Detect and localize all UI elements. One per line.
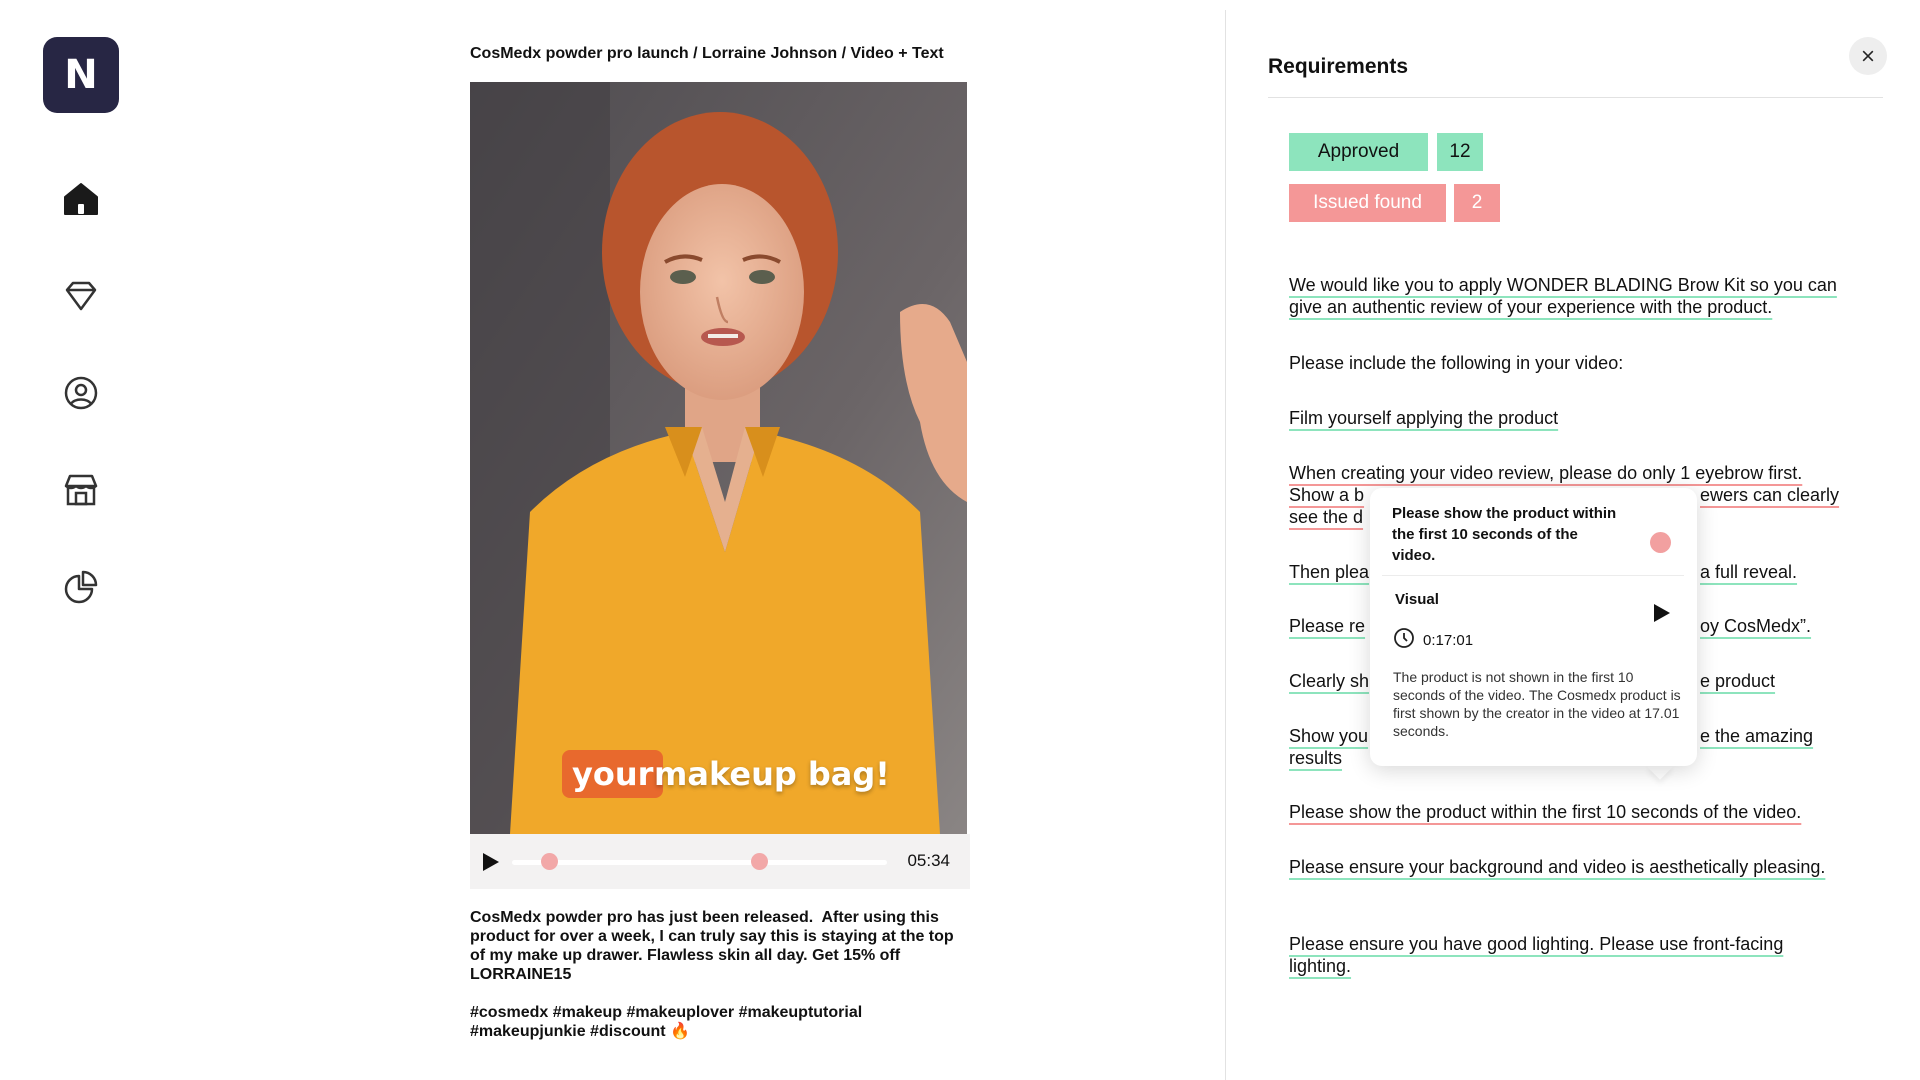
video-progress-track[interactable] xyxy=(512,860,887,865)
requirement-text: Clearly sh xyxy=(1289,671,1370,691)
requirement-text: We would like you to apply WONDER BLADING Brow Kit so you can give an authentic review of your experience with the product. xyxy=(1289,275,1837,317)
breadcrumb: CosMedx powder pro launch / Lorraine Johnson / Video + Text xyxy=(470,45,944,62)
panel-separator xyxy=(1268,97,1883,98)
requirement-text: Please ensure you have good lighting. Please use front-facing lighting. xyxy=(1289,934,1784,976)
user-circle-icon[interactable] xyxy=(59,371,103,415)
requirement-text: oy CosMedx”. xyxy=(1700,616,1812,636)
caption-highlight: your xyxy=(562,750,663,798)
issue-popover xyxy=(1370,488,1697,766)
close-button[interactable] xyxy=(1849,37,1887,75)
requirement-text: see the d xyxy=(1289,507,1364,527)
requirement-item[interactable] xyxy=(1289,856,1829,878)
popover-description: The product is not shown in the first 10 seconds of the video. The Cosmedx product is first shown by the creator in the video at 17.01 seconds. xyxy=(1393,669,1681,739)
requirement-text: Please include the following in your video: xyxy=(1289,353,1624,373)
requirement-item xyxy=(1289,352,1869,374)
post-hashtags: #cosmedx #makeup #makeuplover #makeuptutorial #makeupjunkie #discount 🔥 xyxy=(470,1004,867,1040)
requirement-text: Show you xyxy=(1289,726,1369,746)
diamond-icon[interactable] xyxy=(59,274,103,318)
requirement-item[interactable] xyxy=(1289,933,1849,977)
popover-separator xyxy=(1382,575,1684,576)
pie-chart-icon[interactable] xyxy=(59,565,103,609)
popover-category: Visual xyxy=(1395,591,1439,608)
requirement-text: Film yourself applying the product xyxy=(1289,408,1559,428)
requirement-text: a full reveal. xyxy=(1700,562,1798,582)
requirement-item[interactable] xyxy=(1289,407,1869,429)
issue-marker[interactable] xyxy=(751,853,768,870)
issues-badge[interactable]: Issued found xyxy=(1289,184,1446,222)
app-logo[interactable]: N xyxy=(43,37,119,113)
video-caption xyxy=(562,750,890,800)
video-frame[interactable] xyxy=(470,82,967,834)
panel-title: Requirements xyxy=(1268,55,1409,78)
requirement-text: Then plea xyxy=(1289,562,1370,582)
requirement-text: Please re xyxy=(1289,616,1366,636)
popover-title: Please show the product within the first 10 seconds of the video. xyxy=(1392,505,1617,564)
approved-badge[interactable]: Approved xyxy=(1289,133,1428,171)
requirement-item[interactable] xyxy=(1289,274,1869,318)
requirement-text: Please show the product within the first 10 seconds of the video. xyxy=(1289,802,1802,822)
clock-icon xyxy=(1393,627,1415,649)
issue-marker[interactable] xyxy=(541,853,558,870)
requirement-text: ewers can clearly xyxy=(1700,485,1840,505)
requirement-text: results xyxy=(1289,748,1343,768)
post-description: CosMedx powder pro has just been released. After using this product for over a week, I can truly say this is staying at the top of my make up drawer. Flawless skin all day. Get 15% off LORRAINE15 xyxy=(470,909,959,983)
requirement-text: e product xyxy=(1700,671,1776,691)
close-icon xyxy=(1860,48,1876,64)
requirement-item-fragment xyxy=(1700,561,1880,583)
approved-count: 12 xyxy=(1437,133,1483,171)
video-thumbnail xyxy=(470,82,967,834)
requirement-item-fragment xyxy=(1700,615,1880,637)
requirement-item-fragment xyxy=(1700,670,1880,692)
requirement-item-fragment xyxy=(1700,725,1880,747)
issue-status-dot xyxy=(1650,532,1671,553)
requirement-item[interactable] xyxy=(1289,462,1869,484)
play-timestamp-icon[interactable] xyxy=(1650,602,1672,624)
video-duration: 05:34 xyxy=(907,851,950,870)
requirement-text: e the amazing xyxy=(1700,726,1814,746)
requirement-item[interactable] xyxy=(1289,801,1869,823)
store-icon[interactable] xyxy=(59,468,103,512)
requirement-text: Show a b xyxy=(1289,485,1365,505)
requirement-text: Please ensure your background and video is aesthetically pleasing. xyxy=(1289,857,1826,877)
requirement-item-fragment xyxy=(1700,484,1880,506)
caption-text: makeup bag! xyxy=(654,755,890,793)
panel-divider xyxy=(1225,10,1226,1080)
play-icon[interactable] xyxy=(478,850,502,874)
home-icon[interactable] xyxy=(59,177,103,221)
requirement-text: When creating your video review, please do only 1 eyebrow first. xyxy=(1289,463,1803,483)
popover-timestamp: 0:17:01 xyxy=(1423,632,1474,649)
video-controls xyxy=(470,834,970,889)
issues-count: 2 xyxy=(1454,184,1500,222)
